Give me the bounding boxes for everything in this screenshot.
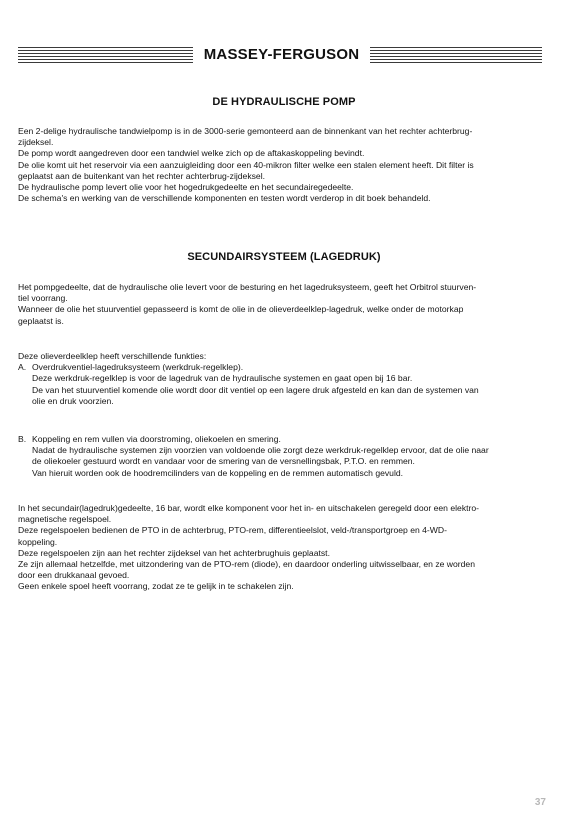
text-line: koppeling.: [18, 536, 58, 547]
text-line: Van hieruit worden ook de hoodremcilinders van de koppeling en de remmen automatisch gevuld.: [32, 467, 404, 478]
text-line: Deze werkdruk-regelklep is voor de lagedruk van de hydraulische systemen en gaat open bij 16 bar.: [32, 373, 413, 384]
text-line: de oliekoeler gestuurd wordt en vandaar voor de smering van de versnellingsbak, P.T.O. en remmen.: [32, 456, 415, 467]
text-line: Geen enkele spoel heeft voorrang, zodat ze te gelijk in te schakelen zijn.: [18, 581, 294, 592]
page-number: 37: [534, 797, 546, 808]
list-item-b-block: [18, 434, 546, 479]
text-line: De pomp wordt aangedreven door een tandwiel welke zich op de aftakaskoppeling bevindt.: [18, 148, 365, 159]
text-line: tiel voorrang.: [18, 293, 68, 304]
text-line: Ze zijn allemaal hetzelfde, met uitzondering van de PTO-rem (diode), en daardoor onderling uitwisselbaar, en ze worden: [18, 559, 475, 570]
text-line: olie en druk voorzien.: [32, 395, 114, 406]
text-line: door een drukkanaal gevoed.: [18, 570, 130, 581]
text-line: De schema's en werking van de verschillende komponenten en testen wordt verderop in dit boek behandeld.: [18, 193, 431, 204]
list-item-b-body: [18, 445, 546, 479]
text-line: De van het stuurventiel komende olie wordt door dit ventiel op een lagere druk afgesteld en kan dan de systemen van: [32, 384, 479, 395]
text-line: geplaatst aan de buitenkant van het rechter achterbrug-zijdeksel.: [18, 170, 265, 181]
header-rule-left: [18, 47, 193, 63]
section-secondary-intro: [18, 282, 546, 327]
list-item-title: Koppeling en rem vullen via doorstroming, oliekoelen en smering.: [32, 434, 281, 444]
text-line: Nadat de hydraulische systemen zijn voorzien van voldoende olie zorgt deze werkdruk-regelklep ervoor, dat de olie naar: [32, 445, 489, 456]
text-line: In het secundair(lagedruk)gedeelte, 16 bar, wordt elke komponent voor het in- en uitschakelen geregeld door een elektro-: [18, 503, 480, 513]
text-line: De olie komt uit het reservoir via een aanzuigleiding door een 40-mikron filter welke een stalen element heeft. Dit filter is: [18, 159, 474, 170]
text-line: Wanneer de olie het stuurventiel gepasseerd is komt de olie in de olieverdeelklep-lagedruk, welke onder de motorkap: [18, 304, 464, 315]
list-item-a-body: [18, 373, 546, 407]
text-line: De hydraulische pomp levert olie voor het hogedrukgedeelte en het secundairegedeelte.: [18, 182, 354, 193]
page-header: [18, 44, 542, 66]
list-marker: A.: [18, 362, 27, 373]
header-rule-right: [370, 47, 542, 63]
text-line: Het pompgedeelte, dat de hydraulische olie levert voor de besturing en het lagedruksysteem, geeft het Orbitrol stuurven-: [18, 282, 477, 292]
list-marker: B.: [18, 434, 27, 444]
section-hydraulic-pump-body: [18, 126, 546, 204]
section-title-hydraulic-pump: DE HYDRAULISCHE POMP: [212, 96, 356, 108]
section-title-secondary-system: SECUNDAIRSYSTEEM (LAGEDRUK): [187, 251, 381, 263]
text-line: Deze regelspoelen bedienen de PTO in de achterbrug, PTO-rem, differentieelslot, veld-/transportgroep en 4-WD-: [18, 525, 447, 536]
text-line: Een 2-delige hydraulische tandwielpomp is in de 3000-serie gemonteerd aan de binnenkant van het rechter achterbrug-: [18, 126, 473, 136]
list-item-a: [18, 362, 546, 373]
function-list: [18, 351, 546, 407]
text-line: magnetische regelspoel.: [18, 514, 112, 525]
list-item-title: Overdrukventiel-lagedruksysteem (werkdruk-regelklep).: [32, 362, 244, 373]
text-line: zijdeksel.: [18, 137, 54, 148]
text-line: geplaatst is.: [18, 315, 64, 326]
list-intro: Deze olieverdeelklep heeft verschillende funkties:: [18, 351, 207, 361]
list-item-b: [18, 434, 546, 445]
text-line: Deze regelspoelen zijn aan het rechter zijdeksel van het achterbrughuis geplaatst.: [18, 547, 330, 558]
brand-title: MASSEY-FERGUSON: [203, 46, 360, 63]
section-secondary-solenoids: [18, 503, 546, 593]
